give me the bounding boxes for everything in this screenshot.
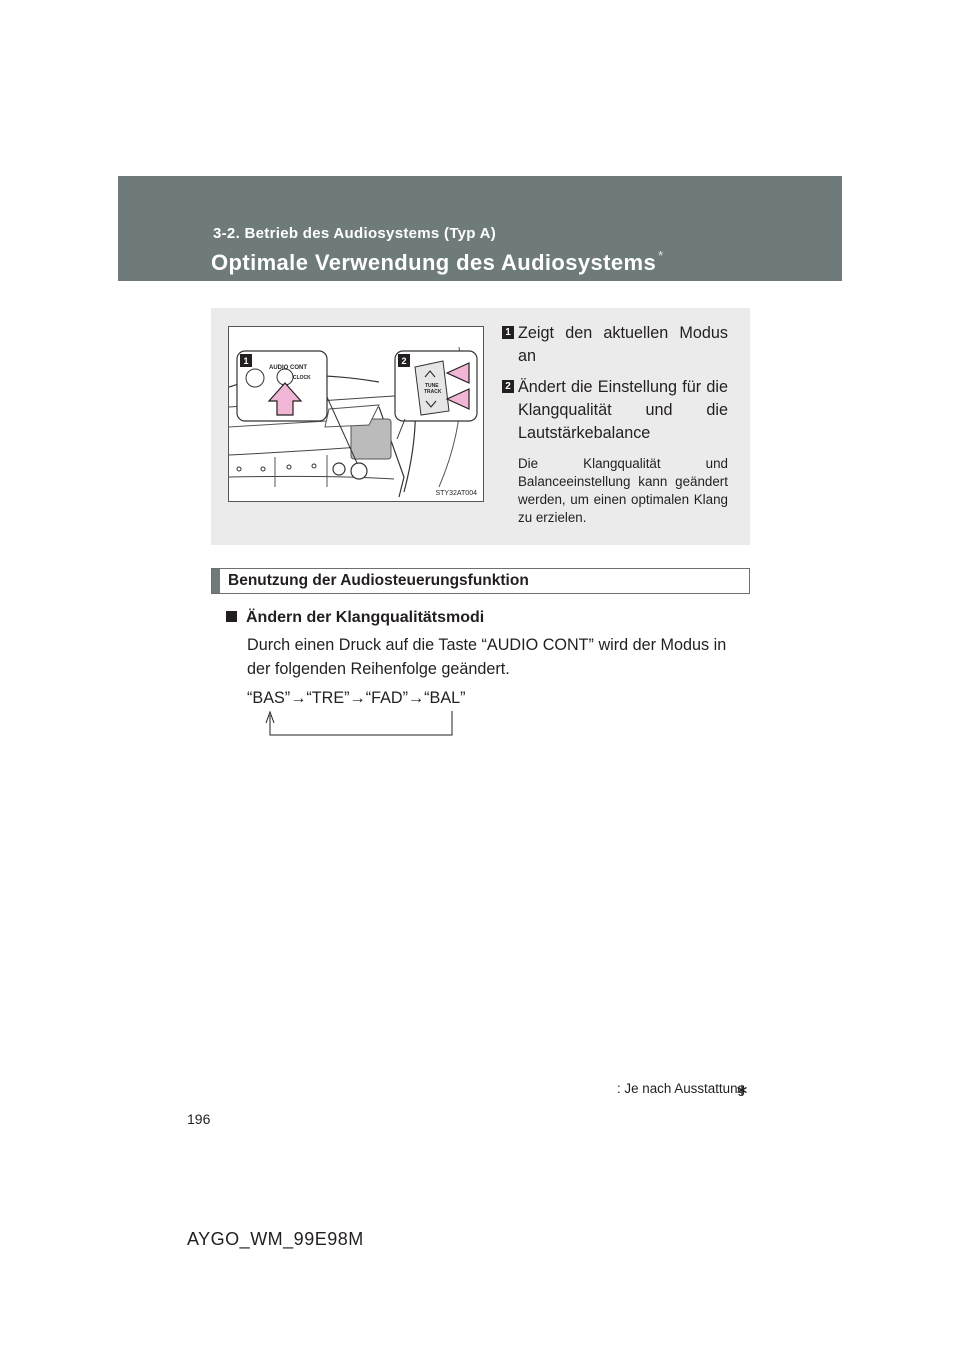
subheading	[226, 609, 484, 627]
arrow-icon: →	[407, 689, 425, 707]
page-number: 196	[187, 1111, 211, 1127]
section-heading: Benutzung der Audiosteuerungsfunktion	[228, 572, 529, 589]
body-paragraph: Durch einen Druck auf die Taste “AUDIO CONT” wird der Modus in der folgenden Reihenfolge geändert.	[247, 636, 727, 678]
section-label: 3-2. Betrieb des Audiosystems (Typ A)	[213, 225, 497, 242]
section-heading-box	[211, 568, 750, 594]
callout-text: Ändert die Einstellung für die Klangqualität und die Lautstärkebalance	[518, 378, 728, 442]
figure-illustration	[228, 326, 484, 502]
arrow-icon: →	[349, 689, 366, 707]
heading-accent-bar	[212, 569, 220, 593]
callout-item-2	[502, 376, 728, 445]
asterisk-mark: *	[658, 248, 664, 263]
sequence-item: “FAD”	[365, 689, 408, 707]
sequence-item: “TRE”	[306, 689, 350, 707]
figure-label-tune: TUNE	[425, 383, 439, 389]
figure-label-audio-cont: AUDIO CONT	[269, 365, 307, 371]
figure-label-clock: CLOCK	[293, 375, 311, 381]
callout-number: 2	[502, 380, 514, 393]
sequence-item: “BAS”	[247, 689, 291, 707]
callout-item-1	[502, 322, 728, 368]
figure-code: STY32AT004	[435, 490, 477, 497]
mode-sequence	[247, 689, 466, 708]
page-title-text: Optimale Verwendung des Audiosystems	[211, 250, 657, 275]
footnote: : Je nach Ausstattung	[616, 1081, 745, 1096]
page-title	[211, 250, 664, 276]
square-bullet-icon	[226, 611, 237, 622]
arrow-icon: →	[290, 689, 307, 707]
sequence-item: “BAL”	[424, 689, 466, 707]
loop-back-arrow-icon	[262, 709, 458, 739]
callout-text: Zeigt den aktuellen Modus an	[518, 324, 728, 365]
figure-callout-2: 2	[401, 356, 407, 366]
panel-note: Die Klangqualität und Balanceeinstellung kann geändert werden, um einen optimalen Klang zu erzielen.	[518, 456, 728, 525]
audio-panel-drawing	[229, 327, 483, 501]
document-code: AYGO_WM_99E98M	[187, 1229, 364, 1249]
figure-callout-1: 1	[243, 356, 249, 366]
figure-label-track: TRACK	[424, 389, 442, 395]
subheading-text: Ändern der Klangqualitätsmodi	[246, 609, 485, 626]
callout-list	[502, 322, 728, 527]
callout-number: 1	[502, 326, 514, 339]
